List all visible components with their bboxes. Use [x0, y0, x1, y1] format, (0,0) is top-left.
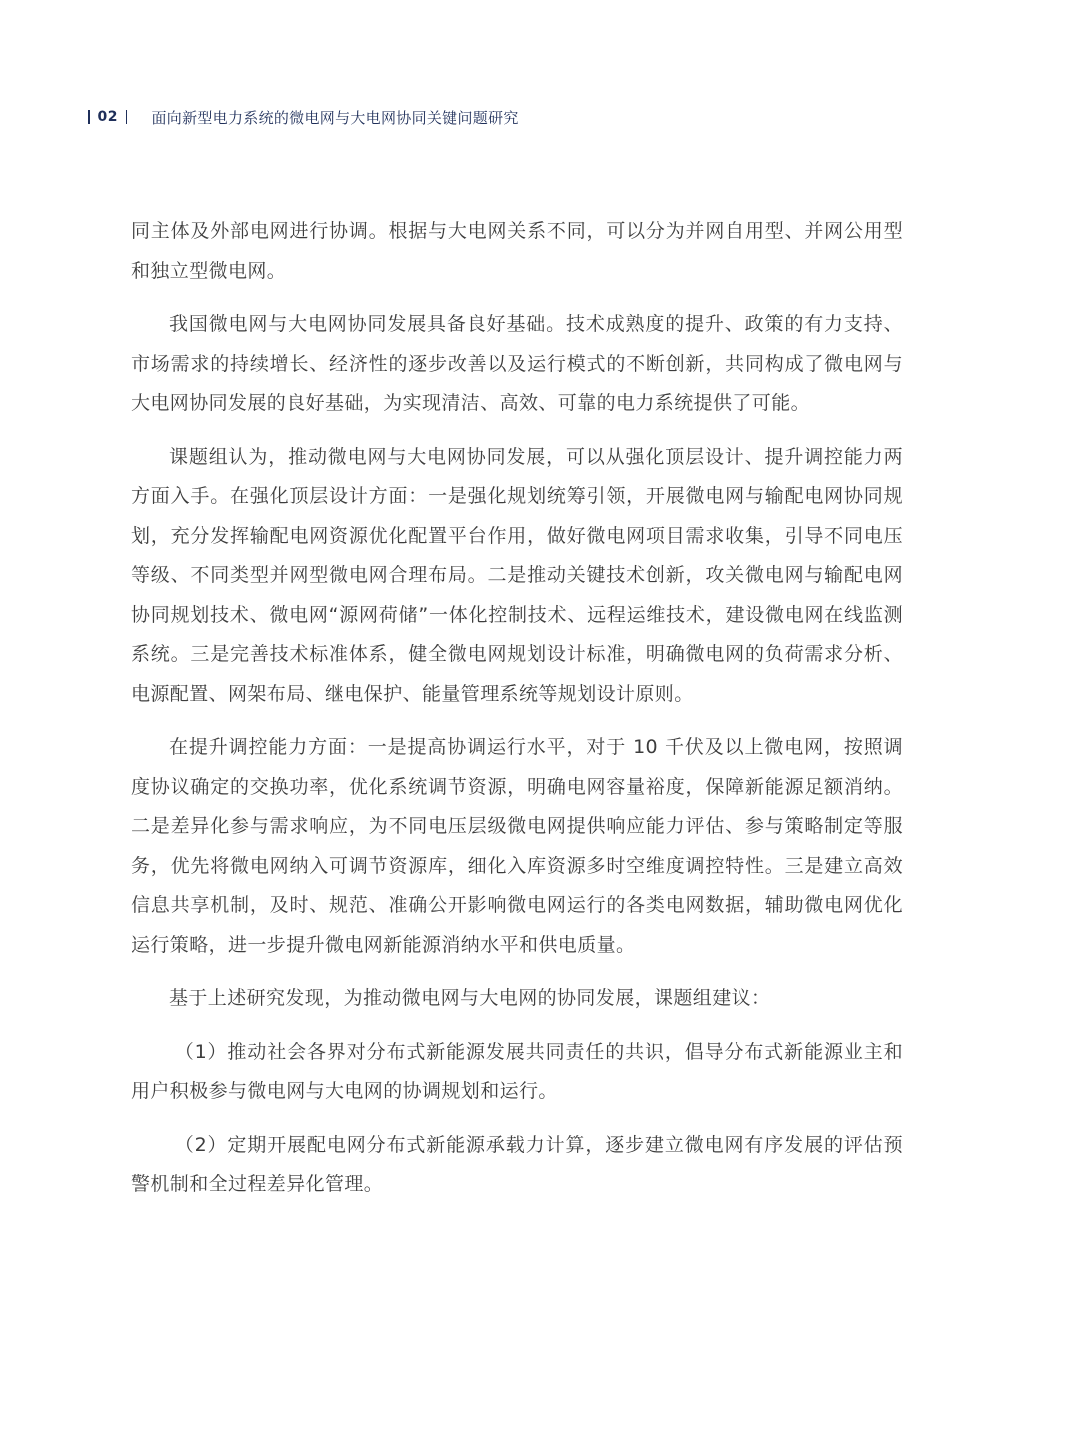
paragraph-top-level-design: 课题组认为，推动微电网与大电网协同发展，可以从强化顶层设计、提升调控能力两方面入手。在强化顶层设计方面：一是强化规划统筹引领，开展微电网与输配电网协同规划，充分发挥输配电网资源优化配置平台作用，做好微电网项目需求收集，引导不同电压等级、不同类型并网型微电网合理布局。二是推动关键技术创新，攻关微电网与输配电网协同规划技术、微电网“源网荷储”一体化控制技术、远程运维技术，建设微电网在线监测系统。三是完善技术标准体系，健全微电网规划设计标准，明确微电网的负荷需求分析、电源配置、网架布局、继电保护、能量管理系统等规划设计原则。 — [131, 445, 903, 705]
paragraph-continued: 同主体及外部电网进行协调。根据与大电网关系不同，可以分为并网自用型、并网公用型和独立型微电网。 — [131, 220, 903, 282]
recommendation-item-1: （1）推动社会各界对分布式新能源发展共同责任的共识，倡导分布式新能源业主和用户积极参与微电网与大电网的协调规划和运行。 — [131, 1040, 903, 1102]
running-title: 面向新型电力系统的微电网与大电网协同关键问题研究 — [151, 108, 519, 127]
page-header — [88, 104, 519, 130]
header-divider-right — [126, 110, 128, 124]
paragraph-foundation: 我国微电网与大电网协同发展具备良好基础。技术成熟度的提升、政策的有力支持、市场需求的持续增长、经济性的逐步改善以及运行模式的不断创新，共同构成了微电网与大电网协同发展的良好基础，为实现清洁、高效、可靠的电力系统提供了可能。 — [131, 313, 903, 414]
body-text — [131, 212, 903, 1219]
page-number: 02 — [97, 109, 118, 125]
paragraph-control-capability: 在提升调控能力方面：一是提高协调运行水平，对于 10 千伏及以上微电网，按照调度协议确定的交换功率，优化系统调节资源，明确电网容量裕度，保障新能源足额消纳。二是差异化参与需求响应，为不同电压层级微电网提供响应能力评估、参与策略制定等服务，优先将微电网纳入可调节资源库，细化入库资源多时空维度调控特性。三是建立高效信息共享机制，及时、规范、准确公开影响微电网运行的各类电网数据，辅助微电网优化运行策略，进一步提升微电网新能源消纳水平和供电质量。 — [131, 736, 903, 956]
recommendation-item-2: （2）定期开展配电网分布式新能源承载力计算，逐步建立微电网有序发展的评估预警机制和全过程差异化管理。 — [131, 1133, 903, 1195]
paragraph-recommendations-intro: 基于上述研究发现，为推动微电网与大电网的协同发展，课题组建议： — [169, 987, 771, 1009]
header-divider-left — [88, 110, 90, 124]
